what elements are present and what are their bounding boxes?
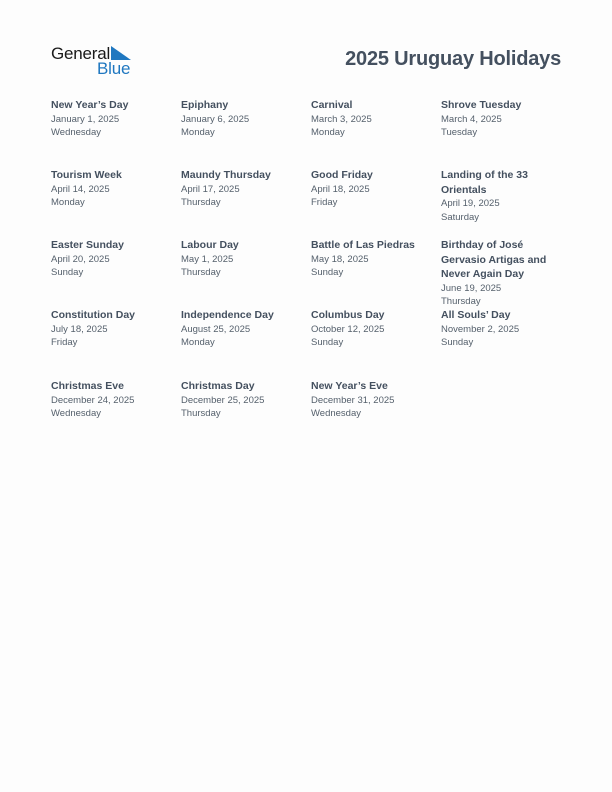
holiday-item <box>51 98 179 140</box>
holiday-item <box>181 98 309 140</box>
holiday-item <box>441 98 569 140</box>
holiday-date: August 25, 2025 <box>181 323 251 335</box>
holiday-weekday: Wednesday <box>311 408 361 419</box>
holiday-date: January 1, 2025 <box>51 113 120 125</box>
holiday-weekday: Monday <box>181 337 215 348</box>
holiday-name: Birthday of José Gervasio Artigas and Never Again Day <box>441 239 547 280</box>
holiday-weekday: Tuesday <box>441 127 478 138</box>
holiday-name: Epiphany <box>181 99 229 111</box>
holiday-date: June 19, 2025 <box>441 282 502 294</box>
holiday-date: April 18, 2025 <box>311 183 370 195</box>
holiday-date: December 24, 2025 <box>51 394 135 406</box>
page-title: 2025 Uruguay Holidays <box>345 48 561 70</box>
holiday-weekday: Monday <box>181 127 215 138</box>
holiday-weekday: Thursday <box>181 197 221 208</box>
holiday-date: January 6, 2025 <box>181 113 250 125</box>
holiday-name: Columbus Day <box>311 309 385 321</box>
holiday-item <box>441 168 569 224</box>
holiday-name: Easter Sunday <box>51 239 124 251</box>
holiday-name: Maundy Thursday <box>181 169 271 181</box>
holiday-weekday: Thursday <box>441 296 481 307</box>
holiday-weekday: Thursday <box>181 408 221 419</box>
holiday-date: March 3, 2025 <box>311 113 372 125</box>
holiday-weekday: Sunday <box>311 267 344 278</box>
holiday-name: Landing of the 33 Orientals <box>441 169 528 196</box>
holiday-date: April 17, 2025 <box>181 183 240 195</box>
holiday-item <box>181 308 309 350</box>
holiday-name: New Year’s Day <box>51 99 129 111</box>
holiday-item <box>181 168 309 210</box>
holiday-item <box>181 379 309 421</box>
holiday-item <box>441 308 569 350</box>
holiday-item <box>311 98 439 140</box>
holiday-name: Christmas Eve <box>51 380 124 392</box>
holiday-item <box>311 168 439 210</box>
holiday-date: December 25, 2025 <box>181 394 265 406</box>
generalblue-logo <box>51 44 141 78</box>
holiday-item <box>441 238 569 309</box>
holiday-name: Tourism Week <box>51 169 122 181</box>
holiday-weekday: Sunday <box>51 267 84 278</box>
holiday-date: July 18, 2025 <box>51 323 108 335</box>
holiday-name: Shrove Tuesday <box>441 99 522 111</box>
holiday-weekday: Sunday <box>441 337 474 348</box>
holiday-date: April 20, 2025 <box>51 253 110 265</box>
holiday-date: March 4, 2025 <box>441 113 502 125</box>
holiday-date: May 1, 2025 <box>181 253 234 265</box>
holiday-item <box>51 308 179 350</box>
holiday-weekday: Wednesday <box>51 408 101 419</box>
holiday-weekday: Sunday <box>311 337 344 348</box>
holiday-name: Carnival <box>311 99 353 111</box>
holiday-item <box>51 168 179 210</box>
holiday-item <box>311 379 439 421</box>
holiday-date: November 2, 2025 <box>441 323 520 335</box>
holiday-weekday: Monday <box>311 127 345 138</box>
holiday-date: October 12, 2025 <box>311 323 385 335</box>
logo-text-blue: Blue <box>97 59 131 78</box>
holiday-item <box>311 238 439 280</box>
holiday-name: All Souls’ Day <box>441 309 511 321</box>
holiday-name: Labour Day <box>181 239 239 251</box>
holiday-name: New Year’s Eve <box>311 380 388 392</box>
holiday-weekday: Thursday <box>181 267 221 278</box>
holiday-item <box>311 308 439 350</box>
holiday-date: April 19, 2025 <box>441 198 500 209</box>
holiday-weekday: Friday <box>311 197 338 208</box>
holiday-weekday: Saturday <box>441 211 480 223</box>
holiday-item <box>181 238 309 280</box>
holiday-date: May 18, 2025 <box>311 253 369 265</box>
holiday-weekday: Wednesday <box>51 127 101 138</box>
holiday-name: Battle of Las Piedras <box>311 239 415 251</box>
holiday-name: Good Friday <box>311 169 373 181</box>
holiday-item <box>51 238 179 280</box>
holiday-date: April 14, 2025 <box>51 183 110 195</box>
holiday-name: Constitution Day <box>51 309 135 321</box>
logo-triangle-icon <box>111 46 131 60</box>
holiday-weekday: Friday <box>51 337 78 348</box>
logo-text-general: General <box>51 44 111 63</box>
holiday-item <box>51 379 179 421</box>
holiday-name: Independence Day <box>181 309 274 321</box>
holiday-date: December 31, 2025 <box>311 394 395 406</box>
holiday-weekday: Monday <box>51 197 85 208</box>
holiday-name: Christmas Day <box>181 380 255 392</box>
